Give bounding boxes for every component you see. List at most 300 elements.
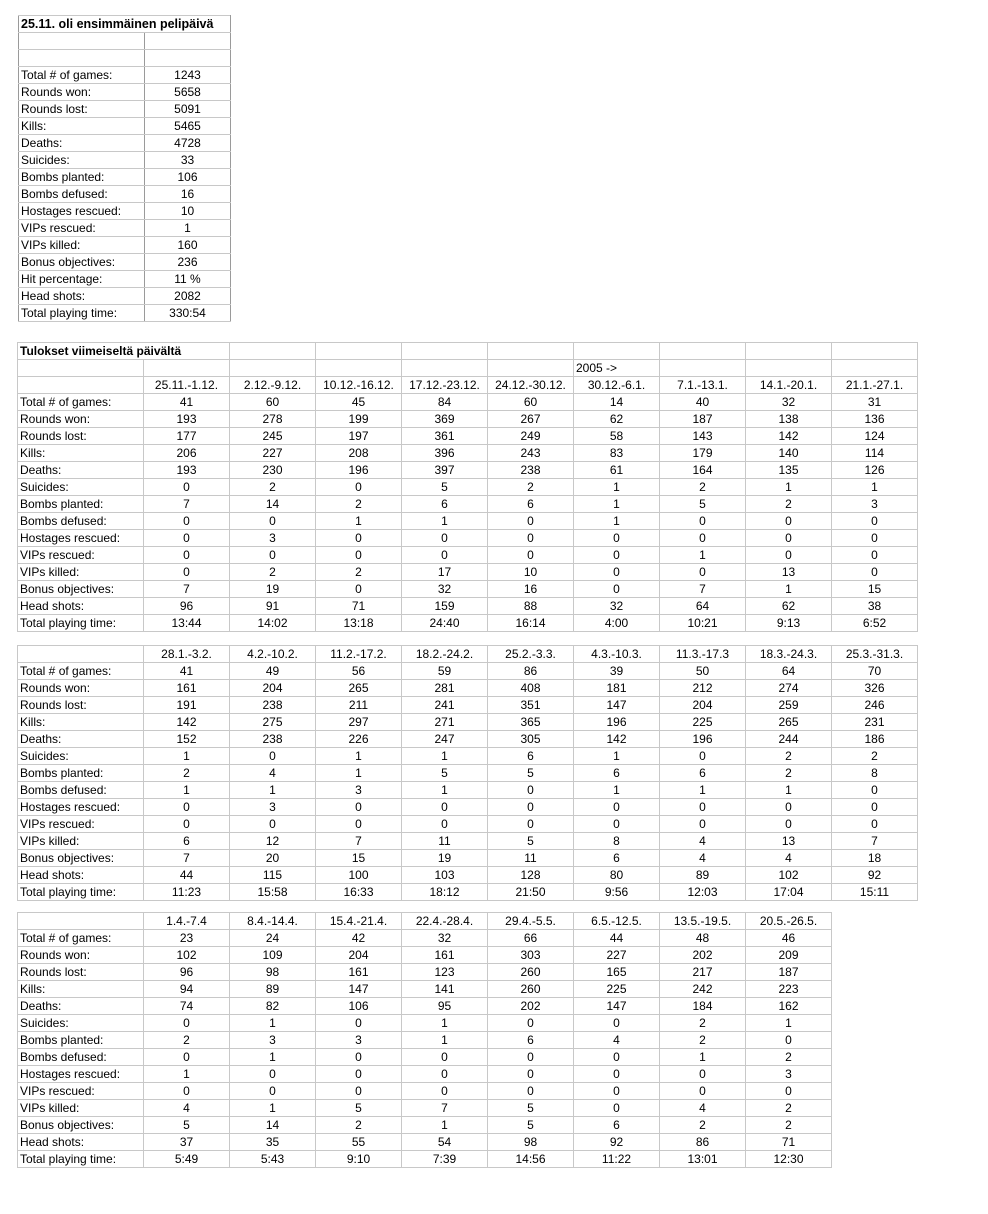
- stat-value: 1: [402, 1015, 488, 1032]
- stat-value: 2: [316, 564, 402, 581]
- stat-value: 0: [574, 547, 660, 564]
- stat-value: 56: [316, 663, 402, 680]
- summary-row: [19, 203, 231, 220]
- stat-value: 196: [660, 731, 746, 748]
- stat-value: 0: [316, 1015, 402, 1032]
- stat-label: Rounds lost:: [18, 964, 144, 981]
- stat-value: 0: [230, 513, 316, 530]
- stat-label: Suicides:: [18, 1015, 144, 1032]
- stat-label: Head shots:: [18, 867, 144, 884]
- stat-label: Hostages rescued:: [18, 799, 144, 816]
- stat-row: [18, 816, 918, 833]
- stat-value: 102: [746, 867, 832, 884]
- stat-value: 14:02: [230, 615, 316, 632]
- stat-label: Kills:: [18, 445, 144, 462]
- stat-value: 187: [660, 411, 746, 428]
- stat-value: 2: [746, 1049, 832, 1066]
- stat-value: 89: [660, 867, 746, 884]
- stat-value: 8: [832, 765, 918, 782]
- stat-value: 1: [402, 1032, 488, 1049]
- stat-label: Head shots:: [18, 598, 144, 615]
- stat-value: 160: [145, 237, 231, 254]
- summary-row: [19, 67, 231, 84]
- stat-value: 225: [574, 981, 660, 998]
- empty-cell: [230, 360, 316, 377]
- stat-value: 297: [316, 714, 402, 731]
- stat-value: 193: [144, 411, 230, 428]
- stat-value: 0: [402, 799, 488, 816]
- stat-value: 0: [144, 479, 230, 496]
- stat-value: 0: [316, 816, 402, 833]
- stat-label: Bonus objectives:: [18, 581, 144, 598]
- stat-value: 35: [230, 1134, 316, 1151]
- stat-value: 142: [574, 731, 660, 748]
- stat-value: 17:04: [746, 884, 832, 901]
- stat-value: 48: [660, 930, 746, 947]
- period-header: 14.1.-20.1.: [746, 377, 832, 394]
- stat-row: [18, 1066, 832, 1083]
- stat-value: 0: [316, 1049, 402, 1066]
- stat-value: 55: [316, 1134, 402, 1151]
- stat-value: 2: [230, 479, 316, 496]
- stat-row: [18, 867, 918, 884]
- stat-value: 2: [746, 1117, 832, 1134]
- stat-value: 0: [230, 816, 316, 833]
- stat-label: Total playing time:: [18, 884, 144, 901]
- stat-row: [18, 1151, 832, 1168]
- stat-value: 2: [660, 1032, 746, 1049]
- stat-value: 92: [832, 867, 918, 884]
- stat-label: Rounds lost:: [18, 428, 144, 445]
- empty-cell: [18, 913, 144, 930]
- stat-row: [18, 884, 918, 901]
- stat-value: 0: [574, 1083, 660, 1100]
- stat-value: 147: [574, 697, 660, 714]
- stat-value: 211: [316, 697, 402, 714]
- stat-value: 0: [488, 816, 574, 833]
- summary-empty-row: [19, 33, 231, 50]
- stat-value: 140: [746, 445, 832, 462]
- stat-row: [18, 496, 918, 513]
- period-header-row: [18, 646, 918, 663]
- stat-value: 23: [144, 930, 230, 947]
- stat-value: 212: [660, 680, 746, 697]
- stat-value: 147: [316, 981, 402, 998]
- stat-value: 64: [746, 663, 832, 680]
- stat-value: 0: [746, 1083, 832, 1100]
- summary-row: [19, 186, 231, 203]
- stat-value: 71: [746, 1134, 832, 1151]
- stat-value: 0: [832, 513, 918, 530]
- stat-value: 0: [488, 1066, 574, 1083]
- stat-value: 5: [488, 1117, 574, 1134]
- stat-value: 245: [230, 428, 316, 445]
- period-header: 28.1.-3.2.: [144, 646, 230, 663]
- stat-value: 20: [230, 850, 316, 867]
- stat-value: 32: [402, 581, 488, 598]
- stat-value: 9:13: [746, 615, 832, 632]
- stat-value: 1: [402, 782, 488, 799]
- stat-value: 12:30: [746, 1151, 832, 1168]
- summary-row: [19, 84, 231, 101]
- stat-value: 0: [660, 513, 746, 530]
- stat-value: 223: [746, 981, 832, 998]
- stat-value: 1: [746, 581, 832, 598]
- stat-value: 102: [144, 947, 230, 964]
- stat-value: 41: [144, 663, 230, 680]
- stat-label: Kills:: [18, 981, 144, 998]
- empty-cell: [316, 360, 402, 377]
- stat-value: 96: [144, 598, 230, 615]
- period-header: 30.12.-6.1.: [574, 377, 660, 394]
- stat-value: 238: [230, 731, 316, 748]
- stat-value: 397: [402, 462, 488, 479]
- stat-value: 59: [402, 663, 488, 680]
- stat-value: 40: [660, 394, 746, 411]
- stat-label: Total # of games:: [19, 67, 145, 84]
- stat-label: Bombs planted:: [19, 169, 145, 186]
- stat-label: Suicides:: [18, 479, 144, 496]
- stat-value: 19: [230, 581, 316, 598]
- stat-row: [18, 1015, 832, 1032]
- stat-value: 0: [574, 530, 660, 547]
- stat-value: 0: [144, 816, 230, 833]
- stat-value: 39: [574, 663, 660, 680]
- stat-value: 330:54: [145, 305, 231, 322]
- empty-cell: [402, 343, 488, 360]
- stat-value: 46: [746, 930, 832, 947]
- stat-value: 305: [488, 731, 574, 748]
- stat-value: 4:00: [574, 615, 660, 632]
- stat-value: 0: [746, 547, 832, 564]
- stat-value: 70: [832, 663, 918, 680]
- stat-value: 106: [145, 169, 231, 186]
- stat-label: Deaths:: [18, 731, 144, 748]
- stat-label: Hostages rescued:: [19, 203, 145, 220]
- stat-value: 361: [402, 428, 488, 445]
- stat-value: 141: [402, 981, 488, 998]
- stat-value: 84: [402, 394, 488, 411]
- stat-row: [18, 479, 918, 496]
- stat-value: 230: [230, 462, 316, 479]
- stat-value: 33: [145, 152, 231, 169]
- year-marker: 2005 ->: [574, 360, 660, 377]
- stat-row: [18, 964, 832, 981]
- stat-label: Hit percentage:: [19, 271, 145, 288]
- stat-value: 50: [660, 663, 746, 680]
- stat-row: [18, 513, 918, 530]
- stat-row: [18, 930, 832, 947]
- stat-value: 80: [574, 867, 660, 884]
- stat-value: 66: [488, 930, 574, 947]
- stat-label: Rounds lost:: [19, 101, 145, 118]
- stat-label: Deaths:: [18, 462, 144, 479]
- stat-value: 0: [488, 1049, 574, 1066]
- period-header: 10.12.-16.12.: [316, 377, 402, 394]
- stat-value: 13: [746, 564, 832, 581]
- stat-value: 32: [574, 598, 660, 615]
- stat-label: VIPs killed:: [18, 564, 144, 581]
- period-header: 13.5.-19.5.: [660, 913, 746, 930]
- stat-value: 202: [660, 947, 746, 964]
- stat-value: 44: [574, 930, 660, 947]
- empty-cell: [746, 360, 832, 377]
- stat-value: 0: [402, 1049, 488, 1066]
- stat-value: 2: [832, 748, 918, 765]
- stat-value: 0: [574, 581, 660, 598]
- stat-value: 0: [574, 1015, 660, 1032]
- stat-value: 0: [316, 530, 402, 547]
- stat-value: 92: [574, 1134, 660, 1151]
- stat-value: 1: [574, 479, 660, 496]
- stat-value: 98: [230, 964, 316, 981]
- period-header: 7.1.-13.1.: [660, 377, 746, 394]
- stat-value: 246: [832, 697, 918, 714]
- stat-value: 0: [488, 1083, 574, 1100]
- empty-cell: [832, 360, 918, 377]
- stat-value: 0: [746, 799, 832, 816]
- stat-value: 15: [316, 850, 402, 867]
- summary-row: [19, 220, 231, 237]
- stat-value: 3: [746, 1066, 832, 1083]
- stat-value: 0: [402, 1083, 488, 1100]
- stat-value: 3: [316, 1032, 402, 1049]
- stat-label: Bombs planted:: [18, 496, 144, 513]
- stat-row: [18, 731, 918, 748]
- stat-row: [18, 428, 918, 445]
- weekly-title: Tulokset viimeiseltä päivältä: [18, 343, 230, 360]
- period-header: 21.1.-27.1.: [832, 377, 918, 394]
- stat-label: VIPs rescued:: [19, 220, 145, 237]
- stat-value: 5658: [145, 84, 231, 101]
- period-header: 18.3.-24.3.: [746, 646, 832, 663]
- stat-value: 136: [832, 411, 918, 428]
- period-header: 8.4.-14.4.: [230, 913, 316, 930]
- stat-value: 1: [402, 1117, 488, 1134]
- stat-value: 196: [316, 462, 402, 479]
- stat-value: 181: [574, 680, 660, 697]
- period-header: 6.5.-12.5.: [574, 913, 660, 930]
- stat-value: 0: [574, 816, 660, 833]
- stat-value: 2: [660, 479, 746, 496]
- stat-value: 83: [574, 445, 660, 462]
- stat-label: Kills:: [18, 714, 144, 731]
- stat-value: 351: [488, 697, 574, 714]
- stat-value: 13: [746, 833, 832, 850]
- stat-value: 0: [144, 513, 230, 530]
- stat-value: 71: [316, 598, 402, 615]
- stat-value: 128: [488, 867, 574, 884]
- stat-value: 0: [746, 513, 832, 530]
- stat-value: 45: [316, 394, 402, 411]
- stat-row: [18, 998, 832, 1015]
- empty-cell: [230, 343, 316, 360]
- stat-value: 0: [488, 530, 574, 547]
- year-marker-row: [18, 360, 918, 377]
- empty-cell: [19, 33, 145, 50]
- summary-row: [19, 169, 231, 186]
- stat-value: 7: [832, 833, 918, 850]
- stat-value: 3: [230, 799, 316, 816]
- stat-value: 0: [660, 816, 746, 833]
- stat-value: 2: [316, 496, 402, 513]
- stat-value: 0: [144, 1015, 230, 1032]
- stat-value: 54: [402, 1134, 488, 1151]
- stat-value: 11: [488, 850, 574, 867]
- stat-value: 231: [832, 714, 918, 731]
- stat-value: 19: [402, 850, 488, 867]
- stat-value: 243: [488, 445, 574, 462]
- stat-value: 143: [660, 428, 746, 445]
- stat-value: 369: [402, 411, 488, 428]
- stat-value: 238: [488, 462, 574, 479]
- stat-value: 6: [574, 1117, 660, 1134]
- period-header: 15.4.-21.4.: [316, 913, 402, 930]
- stat-value: 4: [230, 765, 316, 782]
- stat-value: 161: [316, 964, 402, 981]
- stat-value: 196: [574, 714, 660, 731]
- stat-value: 0: [574, 1066, 660, 1083]
- stat-value: 159: [402, 598, 488, 615]
- stat-value: 6: [574, 850, 660, 867]
- empty-cell: [145, 33, 231, 50]
- stat-value: 1: [660, 547, 746, 564]
- stat-value: 11: [402, 833, 488, 850]
- stat-row: [18, 1049, 832, 1066]
- stat-value: 6: [488, 1032, 574, 1049]
- stat-value: 0: [402, 1066, 488, 1083]
- stat-value: 15:11: [832, 884, 918, 901]
- stat-value: 206: [144, 445, 230, 462]
- stat-value: 274: [746, 680, 832, 697]
- stat-row: [18, 547, 918, 564]
- stat-value: 58: [574, 428, 660, 445]
- stat-value: 0: [316, 547, 402, 564]
- stat-label: Hostages rescued:: [18, 530, 144, 547]
- period-header: 25.2.-3.3.: [488, 646, 574, 663]
- stat-row: [18, 833, 918, 850]
- stat-value: 177: [144, 428, 230, 445]
- stat-value: 4: [746, 850, 832, 867]
- stat-value: 303: [488, 947, 574, 964]
- stat-value: 238: [230, 697, 316, 714]
- stat-value: 1: [832, 479, 918, 496]
- stat-value: 6: [144, 833, 230, 850]
- stat-value: 3: [316, 782, 402, 799]
- stat-value: 0: [660, 1066, 746, 1083]
- stat-value: 161: [144, 680, 230, 697]
- stat-value: 64: [660, 598, 746, 615]
- stat-value: 1: [316, 765, 402, 782]
- stat-value: 265: [746, 714, 832, 731]
- stat-label: Bombs planted:: [18, 1032, 144, 1049]
- stat-value: 32: [402, 930, 488, 947]
- empty-cell: [18, 377, 144, 394]
- stat-value: 16: [145, 186, 231, 203]
- stat-value: 42: [316, 930, 402, 947]
- stat-value: 259: [746, 697, 832, 714]
- weekly-table-1: [17, 342, 918, 632]
- stat-label: Bombs defused:: [19, 186, 145, 203]
- stat-value: 162: [746, 998, 832, 1015]
- stat-label: Deaths:: [18, 998, 144, 1015]
- stat-value: 204: [230, 680, 316, 697]
- stat-value: 74: [144, 998, 230, 1015]
- stat-value: 41: [144, 394, 230, 411]
- stat-row: [18, 1083, 832, 1100]
- stat-value: 225: [660, 714, 746, 731]
- stat-value: 0: [144, 1049, 230, 1066]
- stat-row: [18, 1134, 832, 1151]
- stat-value: 0: [402, 547, 488, 564]
- empty-cell: [660, 343, 746, 360]
- empty-cell: [402, 360, 488, 377]
- stat-row: [18, 615, 918, 632]
- stat-value: 12: [230, 833, 316, 850]
- stat-label: VIPs killed:: [18, 1100, 144, 1117]
- stat-value: 186: [832, 731, 918, 748]
- stat-label: Bombs defused:: [18, 1049, 144, 1066]
- period-header: 18.2.-24.2.: [402, 646, 488, 663]
- stat-value: 7: [144, 496, 230, 513]
- stat-value: 16:14: [488, 615, 574, 632]
- stat-label: Bonus objectives:: [18, 850, 144, 867]
- period-header-row: [18, 913, 832, 930]
- stat-value: 4: [144, 1100, 230, 1117]
- stat-value: 49: [230, 663, 316, 680]
- stat-value: 24: [230, 930, 316, 947]
- stat-label: Rounds lost:: [18, 697, 144, 714]
- stat-label: Deaths:: [19, 135, 145, 152]
- stat-value: 2: [746, 496, 832, 513]
- stat-value: 2: [746, 1100, 832, 1117]
- stat-value: 88: [488, 598, 574, 615]
- stat-value: 60: [230, 394, 316, 411]
- summary-row: [19, 305, 231, 322]
- stat-value: 227: [230, 445, 316, 462]
- empty-cell: [746, 343, 832, 360]
- stat-value: 98: [488, 1134, 574, 1151]
- stat-value: 14: [574, 394, 660, 411]
- period-header: 25.3.-31.3.: [832, 646, 918, 663]
- stat-value: 89: [230, 981, 316, 998]
- stat-value: 0: [316, 581, 402, 598]
- stat-value: 265: [316, 680, 402, 697]
- stat-value: 6: [402, 496, 488, 513]
- stat-value: 187: [746, 964, 832, 981]
- period-header: 11.2.-17.2.: [316, 646, 402, 663]
- stat-value: 6: [574, 765, 660, 782]
- stat-value: 2: [230, 564, 316, 581]
- stat-value: 0: [660, 1083, 746, 1100]
- period-header: 29.4.-5.5.: [488, 913, 574, 930]
- stat-value: 37: [144, 1134, 230, 1151]
- stat-row: [18, 947, 832, 964]
- stat-value: 95: [402, 998, 488, 1015]
- stat-value: 199: [316, 411, 402, 428]
- stat-value: 32: [746, 394, 832, 411]
- stat-row: [18, 765, 918, 782]
- stat-value: 13:44: [144, 615, 230, 632]
- stat-value: 2: [144, 765, 230, 782]
- stat-value: 18: [832, 850, 918, 867]
- summary-row: [19, 135, 231, 152]
- stat-label: Head shots:: [18, 1134, 144, 1151]
- stat-value: 236: [145, 254, 231, 271]
- stat-value: 0: [660, 748, 746, 765]
- stat-value: 1: [316, 748, 402, 765]
- stat-value: 281: [402, 680, 488, 697]
